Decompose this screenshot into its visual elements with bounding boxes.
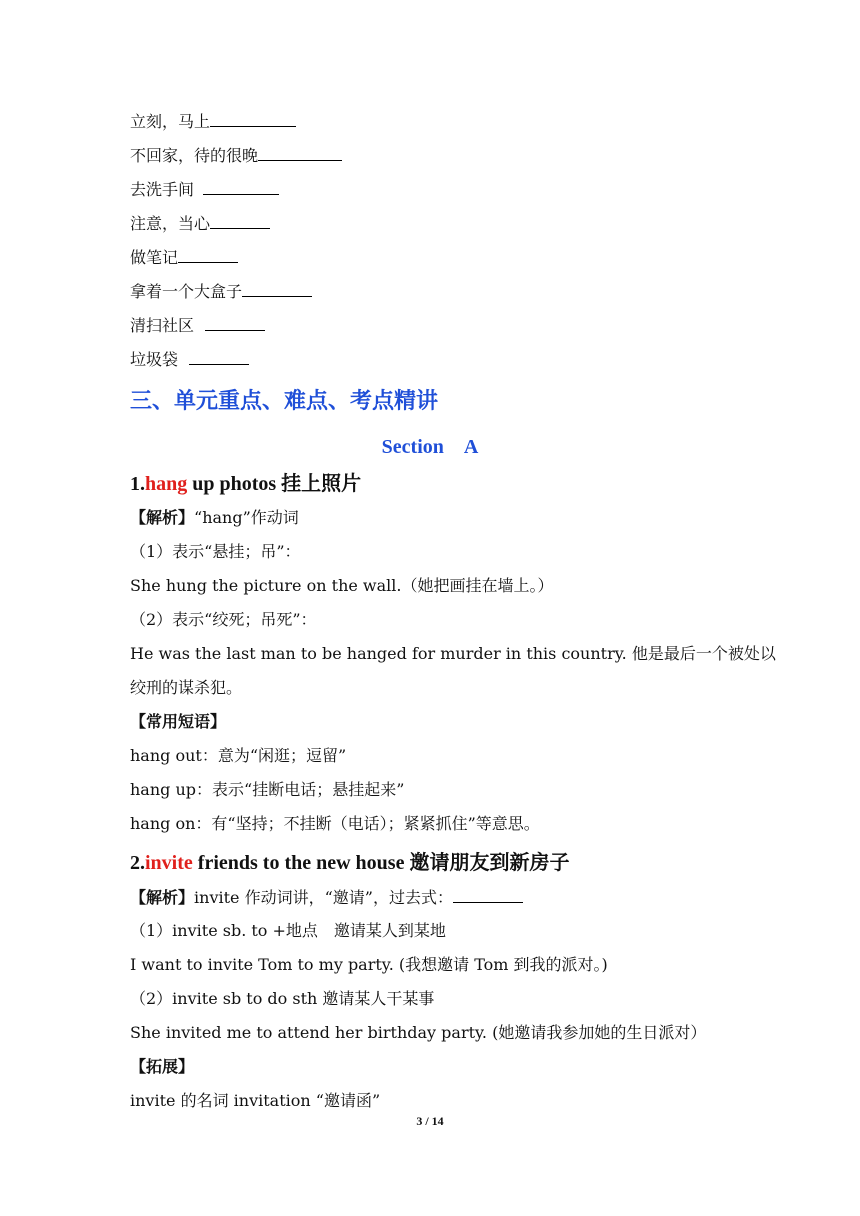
example-sentence: He was the last man to be hanged for murder in this country. 他是最后一个被处以 xyxy=(130,644,776,663)
example-sentence: I want to invite Tom to my party. (我想邀请 Tom 到我的派对。) xyxy=(130,955,608,974)
vocab-item: 清扫社区 xyxy=(130,314,265,337)
phrase-item: hang up：表示“挂断电话；悬挂起来” xyxy=(130,780,405,799)
answer-blank[interactable] xyxy=(258,144,342,161)
answer-blank[interactable] xyxy=(210,212,270,229)
answer-blank[interactable] xyxy=(453,886,523,903)
sense-item: （2）表示“绞死；吊死”： xyxy=(130,610,317,629)
vocab-item: 做笔记 xyxy=(130,246,238,269)
point-heading: 1.hang up photos 挂上照片 xyxy=(130,473,362,495)
answer-blank[interactable] xyxy=(210,110,296,127)
vocab-item: 不回家，待的很晚 xyxy=(130,144,342,167)
vocab-item: 垃圾袋 xyxy=(130,348,249,371)
vocab-item: 拿着一个大盒子 xyxy=(130,280,312,303)
answer-blank[interactable] xyxy=(242,280,312,297)
extend-text: invite 的名词 invitation “邀请函” xyxy=(130,1091,381,1110)
answer-blank[interactable] xyxy=(205,314,265,331)
phrase-item: hang on：有“坚持；不挂断（电话）；紧紧抓住”等意思。 xyxy=(130,814,540,833)
section-heading: 三、单元重点、难点、考点精讲 xyxy=(130,389,439,414)
analysis: 【解析】“hang”作动词 xyxy=(130,508,299,527)
answer-blank[interactable] xyxy=(203,178,279,195)
vocab-item: 注意，当心 xyxy=(130,212,270,235)
keyword: invite xyxy=(145,852,193,874)
sense-item: （1）表示“悬挂；吊”： xyxy=(130,542,301,561)
extend-label: 【拓展】 xyxy=(130,1057,195,1076)
phrase-item: hang out：意为“闲逛；逗留” xyxy=(130,746,347,765)
example-sentence: She hung the picture on the wall.（她把画挂在墙上。） xyxy=(130,576,554,595)
sense-item: （2）invite sb to do sth 邀请某人干某事 xyxy=(130,989,435,1008)
phrases-label: 【常用短语】 xyxy=(130,712,227,731)
sense-item: （1）invite sb. to +地点 邀请某人到某地 xyxy=(130,921,446,940)
section-a-heading: Section A xyxy=(381,436,479,458)
answer-blank[interactable] xyxy=(178,246,238,263)
vocab-item: 立刻，马上 xyxy=(130,110,296,133)
keyword: hang xyxy=(145,473,188,495)
point-heading: 2.invite friends to the new house 邀请朋友到新房子 xyxy=(130,852,570,874)
answer-blank[interactable] xyxy=(189,348,249,365)
example-sentence-continued: 绞刑的谋杀犯。 xyxy=(130,678,243,697)
page-number: 3 / 14 xyxy=(416,1114,444,1128)
example-sentence: She invited me to attend her birthday party. (她邀请我参加她的生日派对） xyxy=(130,1023,707,1042)
analysis: 【解析】invite 作动词讲，“邀请”，过去式： xyxy=(130,886,523,909)
vocab-item: 去洗手间 xyxy=(130,178,279,201)
